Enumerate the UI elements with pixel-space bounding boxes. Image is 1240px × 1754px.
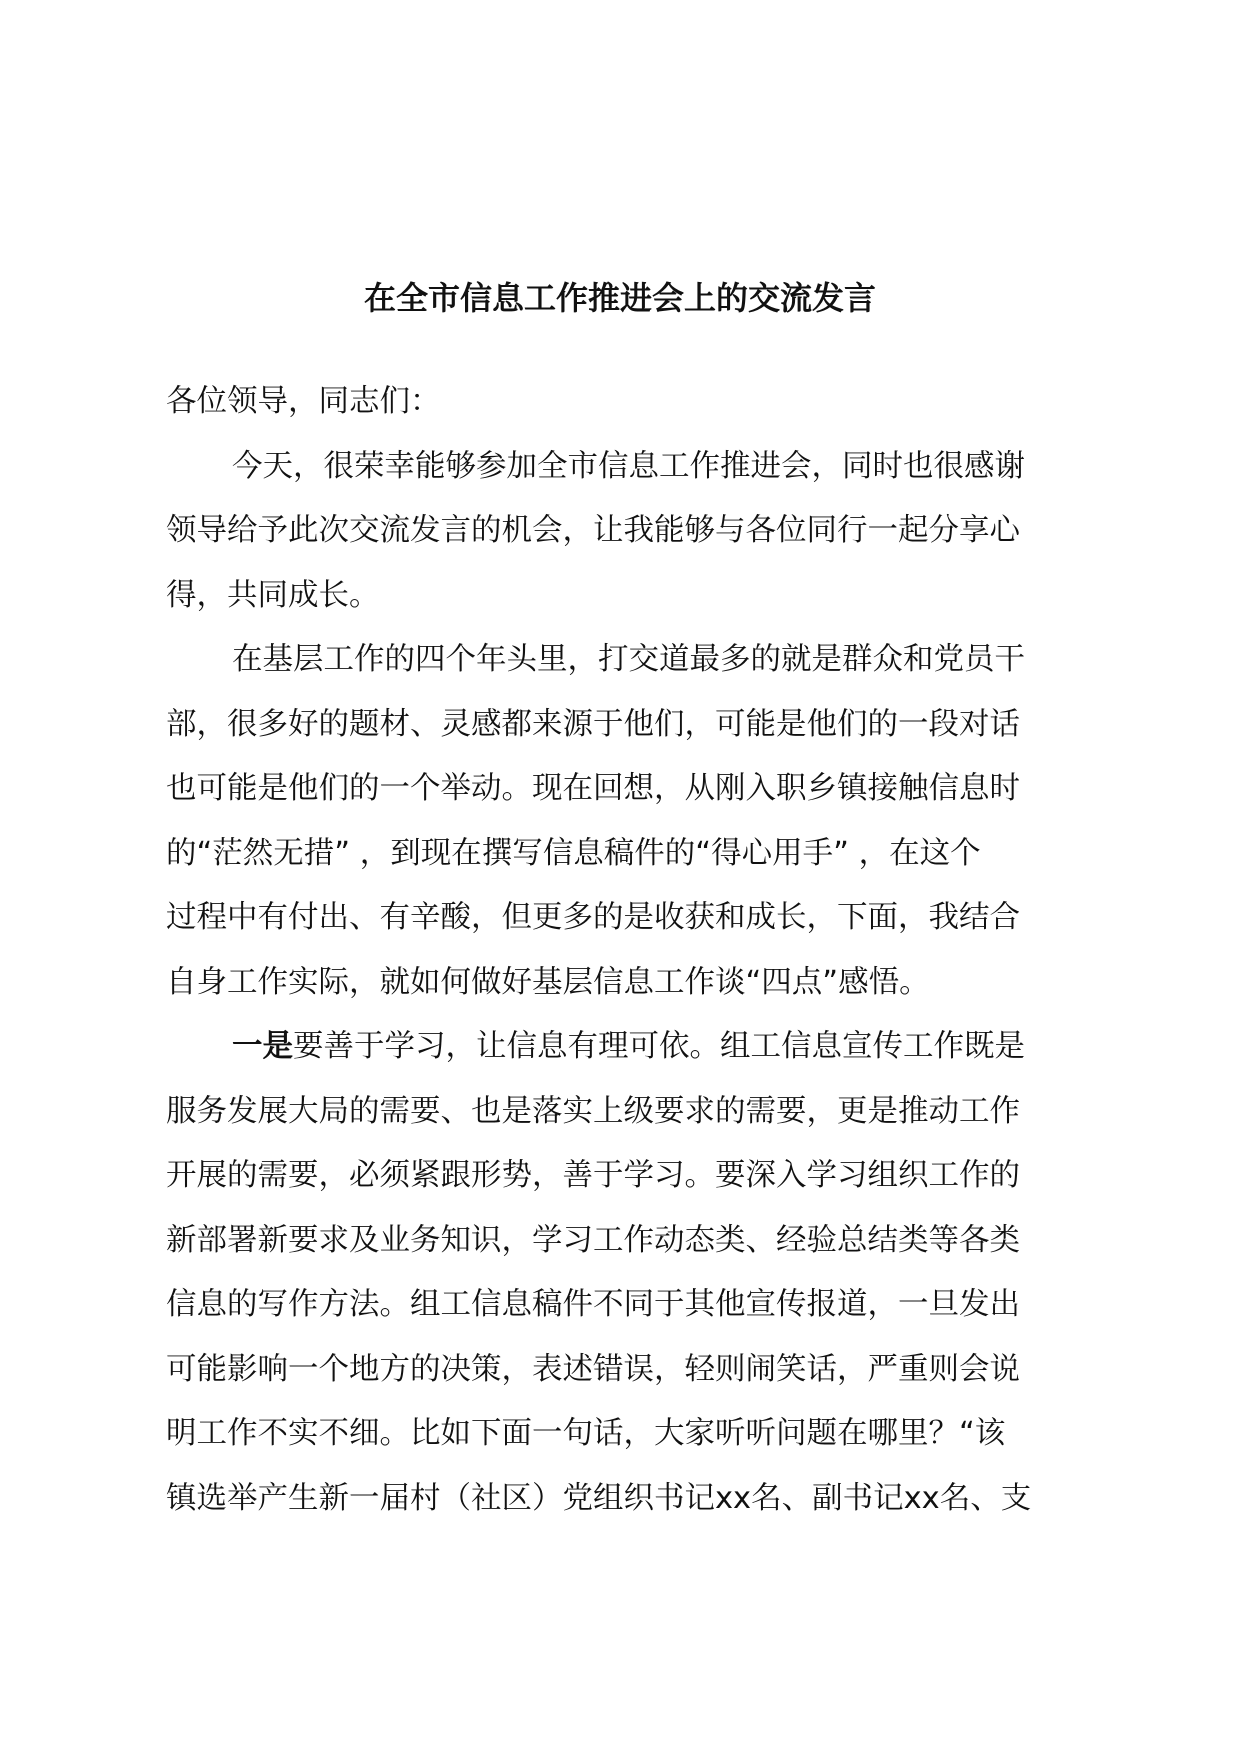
paragraph-2-line-1: 在基层工作的四个年头里，打交道最多的就是群众和党员干 [232, 642, 1025, 677]
paragraph-2-line-6: 自身工作实际，就如何做好基层信息工作谈“四点”感悟。 [166, 964, 930, 1000]
paragraph-2-line-3: 也可能是他们的一个举动。现在回想，从刚入职乡镇接触信息时 [166, 771, 1020, 806]
paragraph-1-line-1: 今天，很荣幸能够参加全市信息工作推进会，同时也很感谢 [232, 448, 1025, 484]
paragraph-3-line-5: 信息的写作方法。组工信息稿件不同于其他宣传报道，一旦发出 [166, 1287, 1020, 1322]
document-body [166, 370, 1106, 1531]
paragraph-1-line-2: 领导给予此次交流发言的机会，让我能够与各位同行一起分享心 [166, 513, 1020, 548]
paragraph-3-line-8: 镇选举产生新一届村（社区）党组织书记xx名、副书记xx名、支 [166, 1480, 1032, 1516]
paragraph-3-line-1-text: 要善于学习，让信息有理可依。组工信息宣传工作既是 [293, 1029, 1025, 1064]
paragraph-3-line-2: 服务发展大局的需要、也是落实上级要求的需要，更是推动工作 [166, 1093, 1020, 1129]
paragraph-3-line-7: 明工作不实不细。比如下面一句话，大家听听问题在哪里？“该 [166, 1416, 1006, 1451]
salutation: 各位领导，同志们： [166, 384, 441, 419]
paragraph-1-line-3: 得，共同成长。 [166, 577, 380, 613]
paragraph-3-line-4: 新部署新要求及业务知识，学习工作动态类、经验总结类等各类 [166, 1222, 1020, 1258]
paragraph-2-line-5: 过程中有付出、有辛酸，但更多的是收获和成长，下面，我结合 [166, 900, 1020, 935]
paragraph-2-line-2: 部，很多好的题材、灵感都来源于他们，可能是他们的一段对话 [166, 706, 1020, 742]
paragraph-3-line-3: 开展的需要，必须紧跟形势，善于学习。要深入学习组织工作的 [166, 1158, 1020, 1193]
paragraph-2-line-4: 的“茫然无措” ，到现在撰写信息稿件的“得心用手” ，在这个 [166, 835, 981, 871]
document-title: 在全市信息工作推进会上的交流发言 [363, 279, 876, 317]
paragraph-3-line-6: 可能影响一个地方的决策，表述错误，轻则闹笑话，严重则会说 [166, 1351, 1020, 1387]
paragraph-3-line-1 [166, 1015, 1106, 1080]
paragraph-3-lead: 一是 [232, 1029, 293, 1064]
